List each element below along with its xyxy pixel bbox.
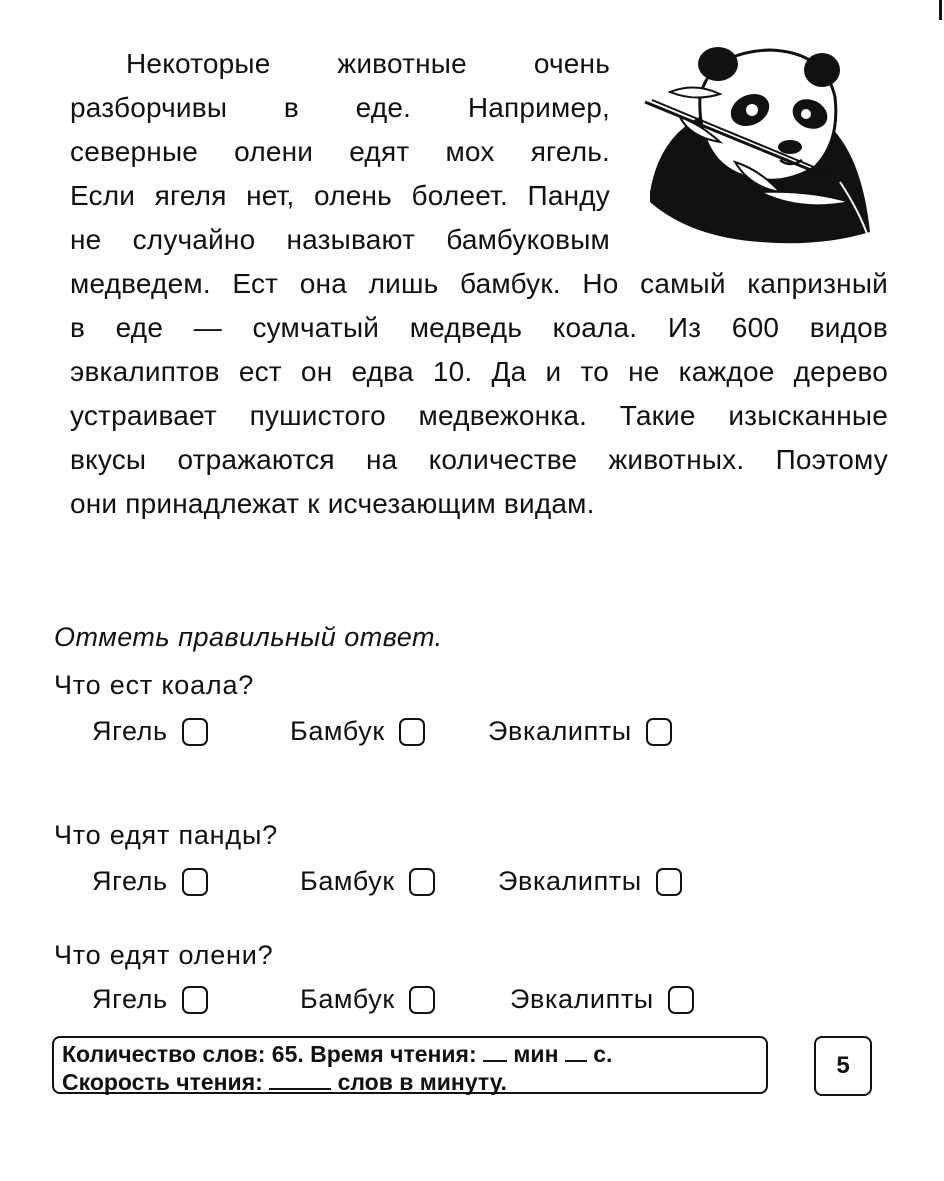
reading-stats-box	[52, 1036, 768, 1094]
option-label: Эвкалипты	[488, 716, 632, 746]
page-number: 5	[814, 1036, 872, 1096]
option-deer-yagel[interactable]	[92, 984, 208, 1015]
question-deer: Что едят олени?	[54, 940, 274, 970]
speed-blank[interactable]	[269, 1068, 331, 1090]
question-koala: Что ест коала?	[54, 670, 255, 700]
option-label: Эвкалипты	[510, 984, 654, 1014]
passage-line: в еде — сумчатый медведь коала. Из 600 видов	[70, 312, 888, 343]
minutes-blank[interactable]	[483, 1040, 507, 1062]
answer-checkbox[interactable]	[182, 718, 208, 746]
panda-eating-bamboo-icon	[640, 42, 876, 247]
option-deer-bamboo[interactable]	[300, 984, 435, 1015]
reading-time-line	[62, 1040, 758, 1068]
passage-line: эвкалиптов ест он едва 10. Да и то не каждое дерево	[70, 356, 888, 387]
question-pandas: Что едят панды?	[54, 820, 278, 850]
answer-checkbox[interactable]	[646, 718, 672, 746]
option-label: Ягель	[92, 866, 168, 896]
answer-checkbox[interactable]	[668, 986, 694, 1014]
seconds-label: с.	[593, 1041, 613, 1067]
option-label: Ягель	[92, 716, 168, 746]
quiz-instruction: Отметь правильный ответ.	[54, 622, 443, 652]
answer-checkbox[interactable]	[399, 718, 425, 746]
option-koala-yagel[interactable]	[92, 716, 208, 747]
answer-checkbox[interactable]	[182, 986, 208, 1014]
option-pandas-eucalyptus[interactable]	[498, 866, 682, 897]
option-label: Эвкалипты	[498, 866, 642, 896]
option-label: Ягель	[92, 984, 168, 1014]
answer-checkbox[interactable]	[182, 868, 208, 896]
answer-checkbox[interactable]	[409, 868, 435, 896]
passage-line: Некоторые животные очень	[126, 48, 610, 79]
passage-line: Если ягеля нет, олень болеет. Панду	[70, 180, 610, 211]
option-pandas-bamboo[interactable]	[300, 866, 435, 897]
option-label: Бамбук	[290, 716, 385, 746]
option-label: Бамбук	[300, 984, 395, 1014]
passage-line: северные олени едят мох ягель.	[70, 136, 610, 167]
answer-checkbox[interactable]	[409, 986, 435, 1014]
reading-speed-line	[62, 1068, 758, 1096]
option-koala-bamboo[interactable]	[290, 716, 425, 747]
passage-line: устраивает пушистого медвежонка. Такие изысканные	[70, 400, 888, 431]
minutes-label: мин	[513, 1041, 559, 1067]
passage-line: не случайно называют бамбуковым	[70, 224, 610, 255]
speed-label: Скорость чтения:	[62, 1069, 263, 1095]
passage-line: медведем. Ест она лишь бамбук. Но самый капризный	[70, 268, 888, 299]
option-pandas-yagel[interactable]	[92, 866, 208, 897]
words-label: Количество слов: 65. Время чтения:	[62, 1041, 477, 1067]
edge-mark	[939, 0, 942, 20]
passage-line: разборчивы в еде. Например,	[70, 92, 610, 123]
seconds-blank[interactable]	[565, 1040, 587, 1062]
option-deer-eucalyptus[interactable]	[510, 984, 694, 1015]
option-koala-eucalyptus[interactable]	[488, 716, 672, 747]
option-label: Бамбук	[300, 866, 395, 896]
answer-checkbox[interactable]	[656, 868, 682, 896]
speed-unit: слов в минуту.	[337, 1069, 507, 1095]
passage-line: они принадлежат к исчезающим видам.	[70, 488, 595, 519]
passage-line: вкусы отражаются на количестве животных. Поэтому	[70, 444, 888, 475]
